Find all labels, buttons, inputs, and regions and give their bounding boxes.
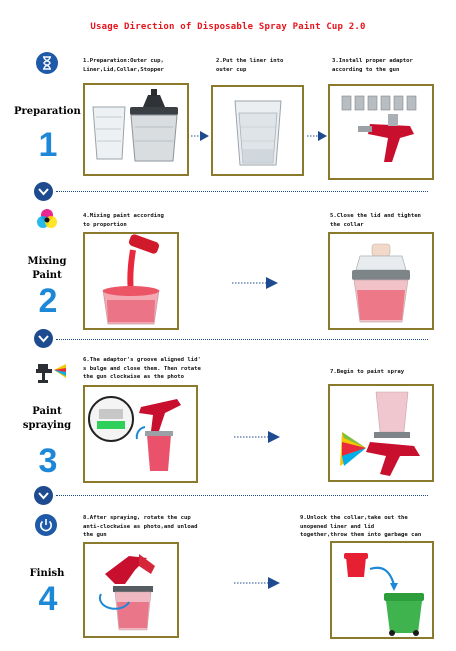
step-7-text: 7.Begin to paint spray — [330, 369, 405, 375]
spray-gun-icon — [34, 360, 68, 390]
arrow-2-to-3 — [307, 126, 327, 145]
section-divider-3 — [56, 495, 428, 496]
step-8-text: 8.After spraying, rotate the cup anti-clockwise as photo,and unload the gun — [83, 515, 198, 538]
arrow-6-to-7 — [234, 428, 280, 447]
arrow-8-to-9 — [234, 574, 280, 593]
section-divider-2 — [56, 339, 428, 340]
page-title: Usage Direction of Disposable Spray Paint Cup 2.0 — [90, 22, 366, 32]
stage-name-preparation: Preparation — [14, 106, 81, 117]
step-2-photo — [211, 85, 304, 176]
step-2-text: 2.Put the liner into outer cup — [216, 58, 284, 73]
step-8-photo — [83, 542, 179, 638]
step-9-photo — [330, 541, 434, 639]
section-divider-1 — [56, 191, 428, 192]
step-6-text: 6.The adaptor's groove aligned lid' s bulge and close them. Then rotate the gun clockwise as the photo — [83, 357, 201, 380]
arrow-4-to-5 — [232, 274, 278, 293]
step-1-photo — [83, 83, 189, 176]
step-5-photo — [328, 232, 434, 330]
step-4-text: 4.Mixing paint according to proportion — [83, 213, 164, 228]
step-7-photo — [328, 384, 434, 482]
stage-name-finish: Finish — [29, 568, 65, 579]
step-3-text: 3.Install proper adaptor according to the gun — [332, 58, 413, 73]
stage-number-1: 1 — [38, 126, 58, 164]
step-1-text: 1.Preparation:Outer cup, Liner,Lid,Collar,Stopper — [83, 58, 164, 73]
stage-name-mixing-paint: Mixing Paint — [27, 256, 67, 281]
stage-name-paint-spraying: Paint spraying — [22, 406, 72, 431]
step-3-photo — [328, 84, 434, 180]
step-4-photo — [83, 232, 179, 330]
power-icon — [35, 514, 57, 536]
stage-number-2: 2 — [38, 282, 58, 320]
chevron-down-icon — [34, 329, 53, 348]
hourglass-icon — [36, 52, 58, 74]
stage-number-4: 4 — [38, 580, 58, 618]
arrow-1-to-2 — [191, 126, 209, 145]
chevron-down-icon — [34, 486, 53, 505]
stage-number-3: 3 — [38, 442, 58, 480]
chevron-down-icon — [34, 182, 53, 201]
step-6-photo — [83, 385, 198, 483]
step-5-text: 5.Close the lid and tighten the collar — [330, 213, 421, 228]
color-wheel-icon — [36, 208, 58, 234]
step-9-text: 9.Unlock the collar,take out the unopened liner and lid together,throw them into garbage can — [300, 515, 422, 538]
